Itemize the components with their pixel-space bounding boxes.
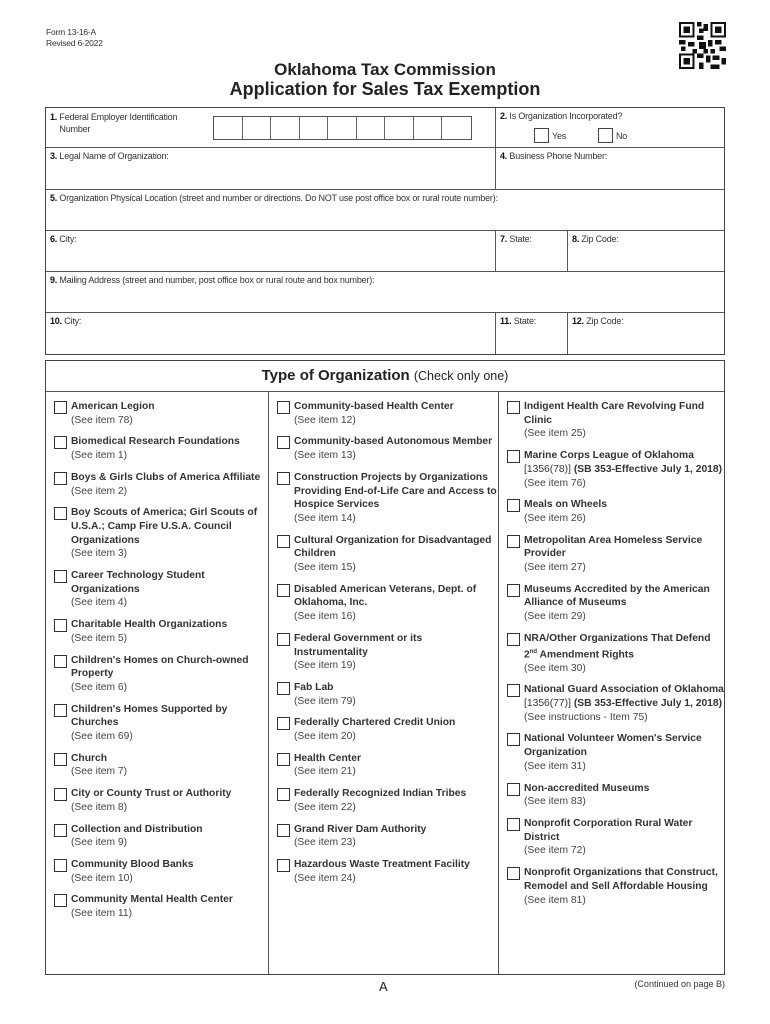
see-item-reference: (See item 2) xyxy=(71,485,128,497)
org-type-option[interactable] xyxy=(507,449,724,490)
see-item-reference: (See item 76) xyxy=(524,477,586,489)
org-type-checkbox[interactable] xyxy=(54,507,67,520)
org-type-column-3 xyxy=(499,392,724,974)
org-type-name: Grand River Dam Authority xyxy=(294,823,427,835)
org-type-checkbox[interactable] xyxy=(507,818,520,831)
see-item-reference: (See item 29) xyxy=(524,611,586,623)
org-type-option[interactable] xyxy=(277,752,498,779)
org-type-option[interactable] xyxy=(507,632,724,676)
org-type-name: Metropolitan Area Homeless Service Provider xyxy=(524,534,703,560)
org-type-name: National Volunteer Women's Service Organization xyxy=(524,733,702,759)
org-type-text xyxy=(524,400,724,441)
org-type-option[interactable] xyxy=(54,400,268,427)
org-type-text xyxy=(294,534,498,575)
incorporated-no-option[interactable]: No xyxy=(598,128,627,143)
org-type-option[interactable] xyxy=(277,681,498,708)
org-type-name: Federally Recognized Indian Tribes xyxy=(294,788,467,800)
see-item-reference: (See item 78) xyxy=(71,414,133,426)
org-type-text xyxy=(71,400,155,427)
org-type-text xyxy=(524,866,724,907)
revised-date: Revised 6-2022 xyxy=(46,38,103,48)
see-item-reference: (See item 1) xyxy=(71,450,128,462)
see-item-reference: (See instructions - Item 75) xyxy=(524,711,648,723)
org-type-name: Collection and Distribution xyxy=(71,823,203,835)
org-type-option[interactable] xyxy=(54,471,268,498)
org-type-name: Cultural Organization for Disadvantaged Children xyxy=(294,534,492,560)
org-type-text xyxy=(294,400,454,427)
see-item-reference: (See item 83) xyxy=(524,796,586,808)
org-type-checkbox[interactable] xyxy=(277,633,290,646)
see-item-reference: (See item 26) xyxy=(524,512,586,524)
see-item-reference: (See item 9) xyxy=(71,837,128,849)
org-type-checkbox[interactable] xyxy=(54,655,67,668)
org-type-text xyxy=(524,817,724,858)
org-type-option[interactable] xyxy=(507,732,724,773)
org-type-name: Marine Corps League of Oklahoma [1356(78)] (SB 353-Effective July 1, 2018) xyxy=(524,450,723,475)
see-item-reference: (See item 5) xyxy=(71,632,128,644)
org-type-option[interactable] xyxy=(277,787,498,814)
see-item-reference: (See item 25) xyxy=(524,428,586,440)
org-type-option[interactable] xyxy=(54,752,268,779)
fein-digit-box[interactable] xyxy=(442,117,471,139)
see-item-reference: (See item 13) xyxy=(294,450,356,462)
org-type-checkbox[interactable] xyxy=(507,733,520,746)
see-item-reference: (See item 8) xyxy=(71,801,128,813)
org-type-checkbox[interactable] xyxy=(507,633,520,646)
statute-reference: [1356(78)] xyxy=(524,463,571,475)
see-item-reference: (See item 30) xyxy=(524,662,586,674)
org-type-text xyxy=(294,858,470,885)
org-type-name: Community Blood Banks xyxy=(71,858,194,870)
org-type-name: National Guard Association of Oklahoma [1356(77)] (SB 353-Effective July 1, 2018) xyxy=(524,684,724,710)
incorporated-yes-option[interactable]: Yes xyxy=(534,128,566,143)
org-type-checkbox[interactable] xyxy=(507,499,520,512)
form-number: Form 13-16-A xyxy=(46,27,97,37)
org-type-checkbox[interactable] xyxy=(507,584,520,597)
mailing-state-field[interactable]: 11. State: xyxy=(496,313,568,354)
org-type-text xyxy=(524,583,724,624)
fein-digit-box[interactable] xyxy=(357,117,386,139)
see-item-reference: (See item 21) xyxy=(294,766,356,778)
org-type-option[interactable] xyxy=(54,618,268,645)
org-type-text xyxy=(524,632,724,676)
org-type-checkbox[interactable] xyxy=(54,824,67,837)
org-type-text xyxy=(294,583,498,624)
org-type-option[interactable] xyxy=(277,471,498,526)
org-type-name: Indigent Health Care Revolving Fund Clinic xyxy=(524,401,705,426)
org-type-text xyxy=(294,632,498,673)
see-item-reference: (See item 72) xyxy=(524,845,586,857)
org-type-option[interactable] xyxy=(54,703,268,744)
org-type-option[interactable] xyxy=(54,569,268,610)
org-type-option[interactable] xyxy=(507,683,724,724)
org-type-name: Nonprofit Corporation Rural Water District xyxy=(524,818,693,843)
org-type-name: Community Mental Health Center xyxy=(71,894,233,906)
fein-digit-box[interactable] xyxy=(271,117,300,139)
incorporated-field xyxy=(496,108,724,147)
org-type-name: Non-accredited Museums xyxy=(524,782,650,794)
org-type-name: Construction Projects by Organizations Providing End-of-Life Care and Access to Hospice Services xyxy=(294,471,497,511)
org-type-name: American Legion xyxy=(71,401,155,412)
org-type-option[interactable] xyxy=(507,782,724,809)
fein-digit-box[interactable] xyxy=(243,117,272,139)
org-type-name: Hazardous Waste Treatment Facility xyxy=(294,858,470,870)
effective-note: (SB 353-Effective July 1, 2018) xyxy=(573,698,723,710)
incorporated-label: 2. Is Organization Incorporated? xyxy=(500,111,623,121)
org-type-checkbox[interactable] xyxy=(277,824,290,837)
org-type-name: Health Center xyxy=(294,752,361,764)
fein-field xyxy=(46,108,496,147)
org-type-text xyxy=(524,498,607,525)
org-type-text xyxy=(294,435,492,462)
org-type-text xyxy=(71,654,268,695)
org-type-option[interactable] xyxy=(54,654,268,695)
org-type-text xyxy=(71,703,268,744)
org-type-text xyxy=(71,823,203,850)
see-item-reference: (See item 31) xyxy=(524,760,586,772)
org-type-option[interactable] xyxy=(277,534,498,575)
business-phone-field[interactable]: 4. Business Phone Number: xyxy=(500,151,608,161)
org-type-column-2 xyxy=(269,392,499,974)
fein-input-boxes[interactable] xyxy=(213,116,472,140)
org-type-name: Federal Government or its Instrumentality xyxy=(294,632,423,658)
org-type-text xyxy=(71,618,227,645)
fein-digit-box[interactable] xyxy=(214,117,243,139)
org-type-text xyxy=(71,893,233,920)
org-type-name: NRA/Other Organizations That Defend 2nd Amendment Rights xyxy=(524,632,711,660)
org-type-text xyxy=(71,569,268,610)
org-type-column-1 xyxy=(46,392,269,974)
org-type-checkbox[interactable] xyxy=(277,584,290,597)
org-type-name: Church xyxy=(71,752,108,764)
org-type-text xyxy=(71,435,240,462)
org-type-text xyxy=(524,449,724,490)
see-item-reference: (See item 27) xyxy=(524,562,586,574)
org-type-name: Community-based Health Center xyxy=(294,401,454,412)
organization-type-heading: Type of Organization (Check only one) xyxy=(46,361,724,392)
statute-reference: [1356(77)] xyxy=(524,698,571,710)
see-item-reference: (See item 12) xyxy=(294,414,356,426)
org-type-checkbox[interactable] xyxy=(507,535,520,548)
org-type-option[interactable] xyxy=(54,787,268,814)
see-item-reference: (See item 79) xyxy=(294,695,356,707)
org-type-name: Federally Chartered Credit Union xyxy=(294,717,456,729)
org-type-checkbox[interactable] xyxy=(277,859,290,872)
org-type-option[interactable] xyxy=(54,893,268,920)
see-item-reference: (See item 22) xyxy=(294,801,356,813)
mailing-city-field[interactable]: 10. City: xyxy=(46,313,496,354)
org-type-checkbox[interactable] xyxy=(54,859,67,872)
org-type-name: Children's Homes on Church-owned Property xyxy=(71,654,249,680)
physical-location-field[interactable]: 5. Organization Physical Location (street and number or directions. Do NOT use post office box or rural route number): xyxy=(50,193,498,203)
applicant-info-grid xyxy=(45,107,725,355)
see-item-reference: (See item 23) xyxy=(294,837,356,849)
org-type-name: Boys & Girls Clubs of America Affiliate xyxy=(71,471,261,483)
see-item-reference: (See item 20) xyxy=(294,731,356,743)
org-type-option[interactable] xyxy=(507,583,724,624)
fein-digit-box[interactable] xyxy=(385,117,414,139)
org-type-checkbox[interactable] xyxy=(277,788,290,801)
org-type-name: Disabled American Veterans, Dept. of Oklahoma, Inc. xyxy=(294,583,477,609)
org-type-option[interactable] xyxy=(277,435,498,462)
see-item-reference: (See item 4) xyxy=(71,597,128,609)
org-type-checkbox[interactable] xyxy=(54,704,67,717)
org-type-checkbox[interactable] xyxy=(507,401,520,414)
org-type-option[interactable] xyxy=(54,823,268,850)
org-type-checkbox[interactable] xyxy=(277,401,290,414)
org-type-text xyxy=(294,823,426,850)
mailing-address-field[interactable]: 9. Mailing Address (street and number, post office box or rural route and box number): xyxy=(50,275,375,285)
org-type-option[interactable] xyxy=(507,866,724,907)
org-type-option[interactable] xyxy=(277,716,498,743)
org-type-name: Community-based Autonomous Member xyxy=(294,436,493,448)
org-type-option[interactable] xyxy=(277,632,498,673)
org-type-name: Charitable Health Organizations xyxy=(71,619,228,631)
see-item-reference: (See item 15) xyxy=(294,562,356,574)
see-item-reference: (See item 3) xyxy=(71,548,128,560)
see-item-reference: (See item 24) xyxy=(294,872,356,884)
org-type-checkbox[interactable] xyxy=(54,753,67,766)
org-type-option[interactable] xyxy=(54,435,268,462)
org-type-option[interactable] xyxy=(507,817,724,858)
org-type-name: Meals on Wheels xyxy=(524,499,607,511)
org-type-name: Fab Lab xyxy=(294,681,334,693)
org-type-checkbox[interactable] xyxy=(277,472,290,485)
state-field[interactable]: 7. State: xyxy=(496,231,568,271)
zip-code-field[interactable]: 8. Zip Code: xyxy=(572,234,619,244)
org-type-text xyxy=(71,787,231,814)
org-type-option[interactable] xyxy=(507,534,724,575)
org-type-text xyxy=(524,683,724,724)
org-type-checkbox[interactable] xyxy=(54,472,67,485)
org-type-name: Children's Homes Supported by Churches xyxy=(71,703,228,729)
see-item-reference: (See item 14) xyxy=(294,512,356,524)
organization-type-section xyxy=(45,360,725,975)
fein-digit-box[interactable] xyxy=(414,117,443,139)
org-type-checkbox[interactable] xyxy=(277,535,290,548)
org-type-checkbox[interactable] xyxy=(54,570,67,583)
org-type-checkbox[interactable] xyxy=(507,684,520,697)
see-item-reference: (See item 69) xyxy=(71,731,133,743)
org-type-text xyxy=(294,787,466,814)
form-title: Application for Sales Tax Exemption xyxy=(229,79,541,99)
org-type-checkbox[interactable] xyxy=(507,783,520,796)
mailing-zip-code-field[interactable]: 12. Zip Code: xyxy=(572,316,624,326)
see-item-reference: (See item 19) xyxy=(294,660,356,672)
org-type-checkbox[interactable] xyxy=(54,788,67,801)
org-type-name: Biomedical Research Foundations xyxy=(71,436,240,448)
org-type-checkbox[interactable] xyxy=(54,436,67,449)
agency-title: Oklahoma Tax Commission xyxy=(274,60,496,79)
org-type-text xyxy=(71,506,268,561)
effective-note: (SB 353-Effective July 1, 2018) xyxy=(573,463,723,475)
org-type-option[interactable] xyxy=(277,823,498,850)
fein-label: 1. Federal Employer Identification Number xyxy=(50,112,178,134)
no-checkbox[interactable] xyxy=(598,128,613,143)
org-type-name: Boy Scouts of America; Girl Scouts of U.S.A.; Camp Fire U.S.A. Council Organizations xyxy=(71,507,258,546)
see-item-reference: (See item 7) xyxy=(71,766,128,778)
see-item-reference: (See item 11) xyxy=(71,908,133,920)
org-type-checkbox[interactable] xyxy=(507,867,520,880)
org-type-text xyxy=(71,471,260,498)
org-type-option[interactable] xyxy=(277,400,498,427)
org-type-checkbox[interactable] xyxy=(277,682,290,695)
org-type-text xyxy=(294,716,455,743)
see-item-reference: (See item 10) xyxy=(71,872,133,884)
org-type-text xyxy=(294,471,498,526)
org-type-checkbox[interactable] xyxy=(54,401,67,414)
org-type-text xyxy=(294,752,361,779)
city-field[interactable]: 6. City: xyxy=(46,231,496,271)
org-type-name: City or County Trust or Authority xyxy=(71,788,232,800)
org-type-text xyxy=(524,732,724,773)
org-type-text xyxy=(524,782,649,809)
org-type-option[interactable] xyxy=(54,506,268,561)
org-type-checkbox[interactable] xyxy=(54,894,67,907)
org-type-checkbox[interactable] xyxy=(277,436,290,449)
see-item-reference: (See item 6) xyxy=(71,681,128,693)
org-type-text xyxy=(524,534,724,575)
org-type-option[interactable] xyxy=(507,400,724,441)
yes-checkbox[interactable] xyxy=(534,128,549,143)
org-type-name: Nonprofit Organizations that Construct, Remodel and Sell Affordable Housing xyxy=(524,867,718,892)
org-type-name: Museums Accredited by the American Alliance of Museums xyxy=(524,583,710,609)
org-type-option[interactable] xyxy=(277,858,498,885)
org-type-checkbox[interactable] xyxy=(277,753,290,766)
org-type-option[interactable] xyxy=(54,858,268,885)
org-type-text xyxy=(71,752,127,779)
org-type-checkbox[interactable] xyxy=(507,450,520,463)
org-type-text xyxy=(71,858,193,885)
continued-note: (Continued on page B) xyxy=(634,979,725,989)
org-type-option[interactable] xyxy=(277,583,498,624)
org-type-checkbox[interactable] xyxy=(277,717,290,730)
org-type-option[interactable] xyxy=(507,498,724,525)
see-item-reference: (See item 81) xyxy=(524,894,586,906)
org-type-text xyxy=(294,681,356,708)
fein-digit-box[interactable] xyxy=(300,117,329,139)
legal-name-field[interactable]: 3. Legal Name of Organization: xyxy=(46,148,496,189)
fein-digit-box[interactable] xyxy=(328,117,357,139)
org-type-name: Career Technology Student Organizations xyxy=(71,570,205,595)
org-type-checkbox[interactable] xyxy=(54,619,67,632)
see-item-reference: (See item 16) xyxy=(294,611,356,623)
form-meta xyxy=(46,27,103,49)
page-letter: A xyxy=(379,979,388,994)
